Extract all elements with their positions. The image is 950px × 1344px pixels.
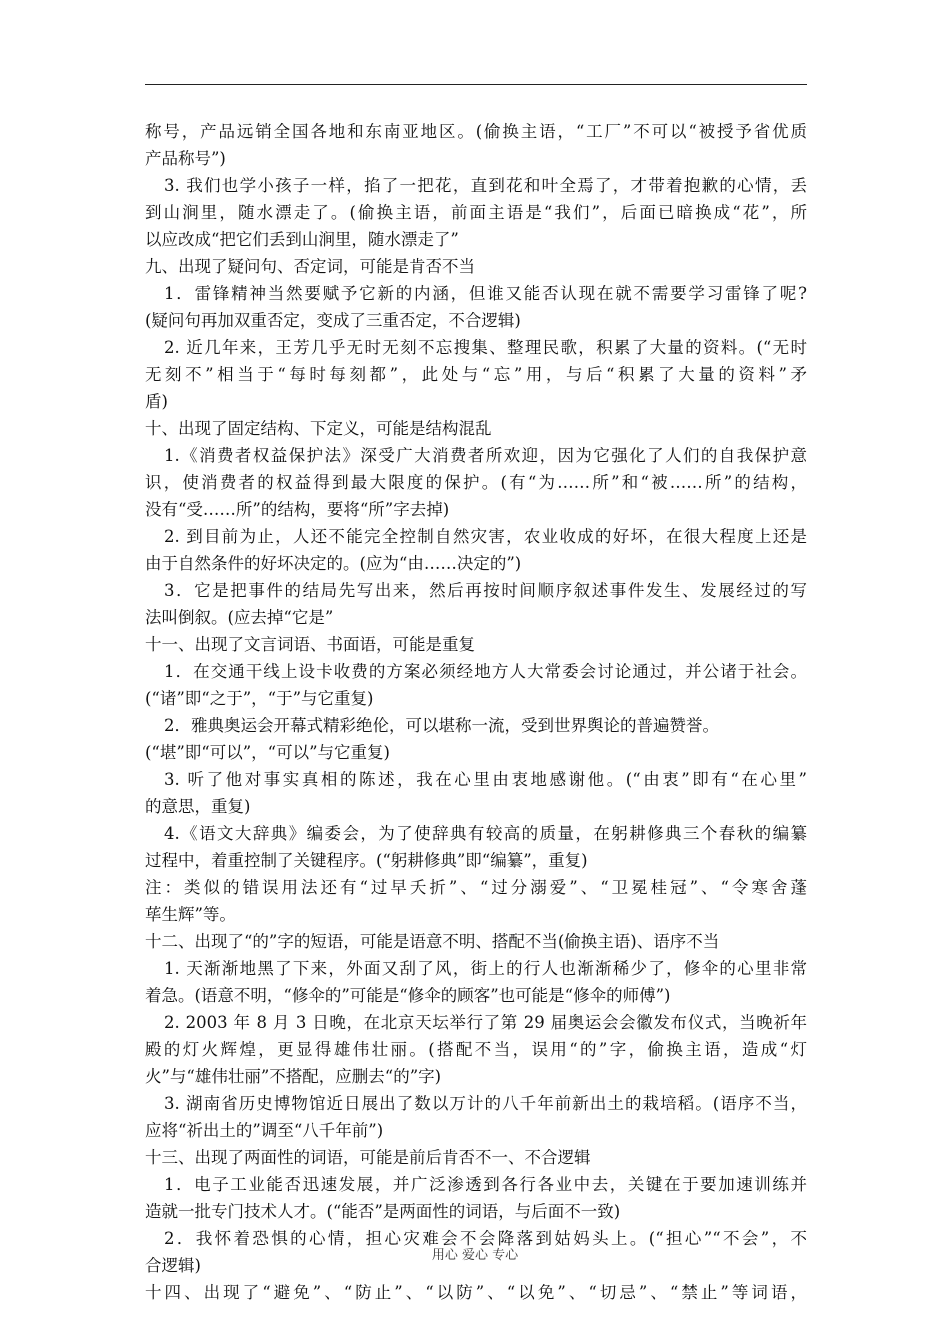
text-line: 应将“祈出土的”调至“八千年前”) [145, 1121, 384, 1140]
text-line: 3. 我们也学小孩子一样，掐了一把花，直到花和叶全焉了，才带着抱歉的心情，丢 [164, 176, 807, 195]
text-line: 过程中，着重控制了关键程序。(“躬耕修典”即“编纂”，重复) [145, 851, 588, 870]
text-line: 2. 2003 年 8 月 3 日晚，在北京天坛举行了第 29 届奥运会会徽发布仪式，当晚祈年 [164, 1013, 807, 1032]
text-line: 3．它是把事件的结局先写出来，然后再按时间顺序叙述事件发生、发展经过的写 [164, 581, 807, 600]
page-footer: 用心 爱心 专心 [431, 1248, 519, 1263]
text-line: 合逻辑) [145, 1256, 201, 1275]
text-line: 4.《语文大辞典》编委会，为了使辞典有较高的质量，在躬耕修典三个春秋的编纂 [164, 824, 807, 843]
text-line: 注：类似的错误用法还有“过早夭折”、“过分溺爱”、“卫冕桂冠”、“令寒舍蓬 [145, 878, 807, 897]
text-line: 2．雅典奥运会开幕式精彩绝伦，可以堪称一流，受到世界舆论的普遍赞誉。 [164, 716, 719, 735]
text-line: 产品称号”) [145, 149, 226, 168]
text-line: 2．我怀着恐惧的心情，担心灾难会不会降落到姑妈头上。(“担心”“不会”，不 [164, 1229, 807, 1248]
text-line: 的意思，重复) [145, 797, 251, 816]
text-line: 没有“受……所”的结构，要将“所”字去掉) [145, 500, 450, 519]
text-line: 1．雷锋精神当然要赋予它新的内涵，但谁又能否认现在就不需要学习雷锋了呢? [164, 284, 807, 303]
text-line: 造就一批专门技术人才。(“能否”是两面性的词语，与后面不一致) [145, 1202, 621, 1221]
text-line: 1.《消费者权益保护法》深受广大消费者所欢迎，因为它强化了人们的自我保护意 [164, 446, 807, 465]
section-heading: 十二、出现了“的”字的短语，可能是语意不明、搭配不当(偷换主语)、语序不当 [145, 932, 720, 951]
text-line: 盾) [145, 392, 168, 411]
text-line: (“堪”即“可以”，“可以”与它重复) [145, 743, 390, 762]
section-heading: 十、出现了固定结构、下定义，可能是结构混乱 [145, 419, 492, 438]
text-line: 法叫倒叙。(应去掉“它是” [145, 608, 334, 627]
text-line: (疑问句再加双重否定，变成了三重否定，不合逻辑) [145, 311, 521, 330]
text-line: 2. 近几年来，王芳几乎无时无刻不忘搜集、整理民歌，积累了大量的资料。(“无时 [164, 338, 807, 357]
text-line: 1. 天渐渐地黑了下来，外面又刮了风，街上的行人也渐渐稀少了，修伞的心里非常 [164, 959, 807, 978]
text-line: 1．电子工业能否迅速发展，并广泛渗透到各行各业中去，关键在于要加速训练并 [164, 1175, 807, 1194]
document-body [145, 118, 807, 1306]
text-line: 识，使消费者的权益得到最大限度的保护。(有“为……所”和“被……所”的结构， [145, 473, 807, 492]
text-line: 3. 听了他对事实真相的陈述，我在心里由衷地感谢他。(“由衷”即有“在心里” [164, 770, 807, 789]
text-line: 到山涧里，随水漂走了。(偷换主语，前面主语是“我们”，后面已暗换成“花”，所 [145, 203, 807, 222]
text-line: 殿的灯火辉煌，更显得雄伟壮丽。(搭配不当，误用“的”字，偷换主语，造成“灯 [145, 1040, 807, 1059]
text-line: 称号，产品远销全国各地和东南亚地区。(偷换主语，“工厂”不可以“被授予省优质 [145, 122, 807, 141]
text-line: 荜生辉”等。 [145, 905, 236, 924]
text-line: 着急。(语意不明，“修伞的”可能是“修伞的顾客”也可能是“修伞的师傅”) [145, 986, 671, 1005]
header-rule [145, 84, 807, 85]
text-line: 2. 到目前为止，人还不能完全控制自然灾害，农业收成的好坏，在很大程度上还是 [164, 527, 807, 546]
text-line: 火”与“雄伟壮丽”不搭配，应删去“的”字) [145, 1067, 442, 1086]
text-line: 由于自然条件的好坏决定的。(应为“由……决定的”) [145, 554, 522, 573]
text-line: 1．在交通干线上设卡收费的方案必须经地方人大常委会讨论通过，并公诸于社会。 [164, 662, 807, 681]
text-line: 3. 湖南省历史博物馆近日展出了数以万计的八千年前新出土的栽培稻。(语序不当， [164, 1094, 807, 1113]
section-heading: 十四、出现了“避免”、“防止”、“以防”、“以免”、“切忌”、“禁止”等词语， [145, 1283, 807, 1302]
text-line: (“诸”即“之于”，“于”与它重复) [145, 689, 374, 708]
section-heading: 十一、出现了文言词语、书面语，可能是重复 [145, 635, 475, 654]
section-heading: 九、出现了疑问句、否定词，可能是肯否不当 [145, 257, 475, 276]
section-heading: 十三、出现了两面性的词语，可能是前后肯否不一、不合逻辑 [145, 1148, 591, 1167]
text-line: 无刻不”相当于“每时每刻都”，此处与“忘”用，与后“积累了大量的资料”矛 [145, 365, 807, 384]
text-line: 以应改成“把它们丢到山涧里，随水漂走了” [145, 230, 459, 249]
